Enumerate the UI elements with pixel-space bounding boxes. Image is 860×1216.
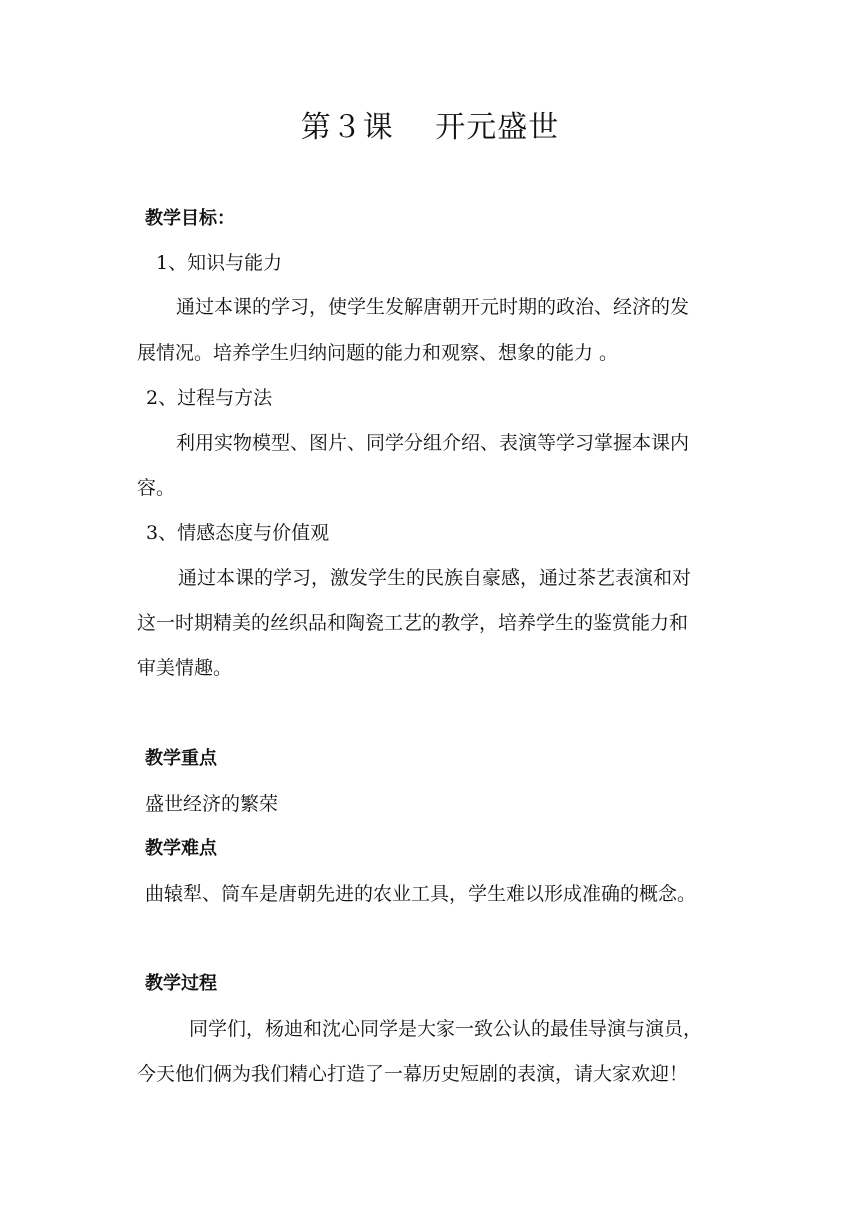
knowledge-heading: 1、知识与能力 xyxy=(156,252,283,274)
procedure-paragraph-line: 同学们，杨迪和沈心同学是大家一致公认的最佳导演与演员， xyxy=(189,1018,703,1040)
knowledge-paragraph-line: 通过本课的学习，使学生发解唐朝开元时期的政治、经济的发 xyxy=(176,296,690,318)
key-points-heading: 教学重点 xyxy=(145,748,217,769)
emotion-heading: 3、情感态度与价值观 xyxy=(146,522,330,544)
process-heading: 2、过程与方法 xyxy=(146,387,273,409)
procedure-paragraph-line: 今天他们俩为我们精心打造了一幕历史短剧的表演，请大家欢迎！ xyxy=(137,1063,689,1085)
lesson-title: 第３课 开元盛世 xyxy=(300,110,560,145)
knowledge-paragraph-line: 展情况。培养学生归纳问题的能力和观察、想象的能力 。 xyxy=(137,342,619,364)
difficulty-heading: 教学难点 xyxy=(145,838,217,859)
emotion-paragraph-line: 审美情趣。 xyxy=(137,657,233,679)
process-paragraph-line: 利用实物模型、图片、同学分组介绍、表演等学习掌握本课内 xyxy=(176,432,690,454)
objectives-heading: 教学目标： xyxy=(145,208,235,229)
emotion-paragraph-line: 通过本课的学习，激发学生的民族自豪感，通过茶艺表演和对 xyxy=(178,567,692,589)
difficulty-text: 曲辕犁、筒车是唐朝先进的农业工具，学生难以形成准确的概念。 xyxy=(145,883,697,905)
process-paragraph-line: 容。 xyxy=(137,477,176,499)
key-points-text: 盛世经济的繁荣 xyxy=(145,793,279,815)
emotion-paragraph-line: 这一时期精美的丝织品和陶瓷工艺的教学，培养学生的鉴赏能力和 xyxy=(137,612,689,634)
procedure-heading: 教学过程 xyxy=(145,973,217,994)
